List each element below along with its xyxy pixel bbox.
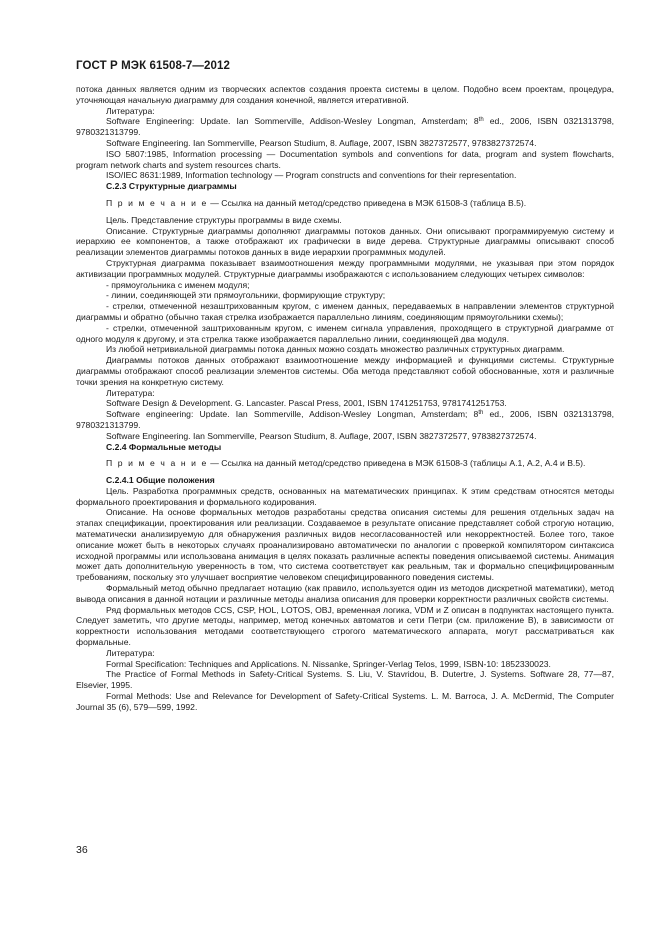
paragraph-p2: Цель. Представление структуры программы в виде схемы. xyxy=(106,214,342,225)
paragraph-lit2: Литература: xyxy=(106,387,155,398)
paragraph-p6: Диаграммы потоков данных отображают взаимоотношение между информацией и функциями системы. Структурные диаграммы отображают способ реализации элементов системы. Оба метода представляют собой обоснованные, хотя и различные точки зрения на конкретную систему. xyxy=(76,355,614,387)
paragraph-b3: - стрелки, отмеченной незаштрихованным кругом, с именем данных, передаваемых в направлении элементов структурной диаграммы и обратно (обычно такая стрелка изображается параллельно линиям, соединяющим прямоугольники схемы); xyxy=(76,301,614,322)
paragraph-p4: Структурная диаграмма показывает взаимоотношения между программными модулями, не указывая при этом порядок активизации программных модулей. Структурные диаграммы изображаются с использованием следующих четырех символов: xyxy=(76,257,614,279)
paragraph-ref10: Formal Methods: Use and Relevance for Development of Safety-Critical Systems. L. M. Barroca, J. A. McDermid, The Computer Journal 35 (6), 579—599, 1992. xyxy=(76,691,614,712)
paragraph-p7: Цель. Разработка программных средств, основанных на математических принципах. К этим средствам относятся методы формального проектирования и формального кодирования. xyxy=(76,485,614,507)
paragraph-p3: Описание. Структурные диаграммы дополняют диаграммы потоков данных. Они описывают программируемую систему и иерархию ее компонентов, а также отображают их графически в виде дерева. Структурные диаграммы описывают способ реализации элементов диаграммы потоков данных в виде иерархии программных модулей. xyxy=(76,225,614,258)
paragraph-ref9: The Practice of Formal Methods in Safety-Critical Systems. S. Liu, V. Stavridou, B. Dutertre, J. Systems. Software 28, 77—87, Elsevier, 1995. xyxy=(76,669,614,691)
paragraph-ref4: ISO/IEC 8631:1989, Information technology — Program constructs and conventions for their representation. xyxy=(106,170,517,181)
note-text: — Ссылка на данный метод/средство приведена в МЭК 61508-3 (таблицы А.1, А.2, А.4 и В.5). xyxy=(207,458,586,469)
paragraph-ref5: Software Design & Development. G. Lancaster. Pascal Press, 2001, ISBN 1741251753, 9781741251753. xyxy=(106,398,507,409)
paragraph-b2: - линии, соединяющей эти прямоугольники, формирующие структуру; xyxy=(106,290,386,301)
paragraph-p1: потока данных является одним из творческих аспектов создания проекта системы в целом. Подобно всем проектам, процедура, уточняющая начальную диаграмму для создания конечной, является итеративной. xyxy=(76,84,614,105)
paragraph-p5: Из любой нетривиальной диаграммы потока данных можно создать множество различных структурных диаграмм. xyxy=(106,344,565,355)
note-label: П р и м е ч а н и е xyxy=(106,458,208,469)
page-number: 36 xyxy=(76,844,88,856)
paragraph-p10: Ряд формальных методов CCS, CSP, HOL, LOTOS, OBJ, временная логика, VDM и Z описан в подпунктах настоящего пункта. Следует заметить, что другие методы, например, метод конечных автоматов и сети Петри (см. приложение В), в зависимости от корректности использования методами соответствующего строгого математического аппарата, могут рассматриваться как формальные. xyxy=(76,604,614,648)
document-body xyxy=(76,84,614,713)
paragraph-ref8: Formal Specification: Techniques and Applications. N. Nissanke, Springer-Verlag Telos, 1999, ISBN-10: 1852330023. xyxy=(106,658,551,669)
paragraph-ref6: Software engineering: Update. Ian Sommerville, Addison-Wesley Longman, Amsterdam; 8th ed., 2006, ISBN 0321313798, 9780321313799. xyxy=(76,409,614,430)
section-heading: С.2.4.1 Общие положения xyxy=(106,475,215,486)
paragraph-lit1: Литература: xyxy=(106,105,155,116)
paragraph-p9: Формальный метод обычно предлагает нотацию (как правило, используется один из методов дискретной математики), метод вывода описания в данной нотации и различные методы анализа описания для проверки корректности различных свойств системы. xyxy=(76,583,614,604)
note-paragraph xyxy=(76,458,614,469)
paragraph-b4: - стрелки, отмеченной заштрихованным кругом, с именем сигнала управления, проходящего в структурной диаграмме от одного модуля к другому, и эта стрелка также изображается параллельно линии, соединяющей два модуля. xyxy=(76,322,614,344)
note-text: — Ссылка на данный метод/средство приведена в МЭК 61508-3 (таблица В.5). xyxy=(207,197,527,208)
paragraph-ref3: ISO 5807:1985, Information processing — Documentation symbols and conventions for data, program and system flowcharts, program network charts and system resources charts. xyxy=(76,148,614,170)
paragraph-lit3: Литература: xyxy=(106,647,155,658)
paragraph-ref2: Software Engineering. Ian Sommerville, Pearson Studium, 8. Auflage, 2007, ISBN 3827372577, 9783827372574. xyxy=(106,137,537,148)
section-heading: С.2.3 Структурные диаграммы xyxy=(106,181,237,192)
paragraph-ref7: Software Engineering. Ian Sommerville, Pearson Studium, 8. Auflage, 2007, ISBN 3827372577, 9783827372574. xyxy=(106,430,537,441)
note-label: П р и м е ч а н и е xyxy=(106,197,208,208)
page-header: ГОСТ Р МЭК 61508-7—2012 xyxy=(76,60,230,72)
paragraph-b1: - прямоугольника с именем модуля; xyxy=(106,279,250,290)
paragraph-ref1: Software Engineering: Update. Ian Sommerville, Addison-Wesley Longman, Amsterdam; 8th ed., 2006, ISBN 0321313798, 9780321313799. xyxy=(76,116,614,138)
section-heading: С.2.4 Формальные методы xyxy=(106,441,222,452)
paragraph-p8: Описание. На основе формальных методов разработаны средства описания системы для решения отдельных задач на этапах спецификации, проектирования или реализации. Создаваемое в результате описание представляет собой строгую нотацию, математически анализируемую для обнаружения различных видов несогласованностей или некорректностей. Более того, такое описание может быть в некоторых случаях проанализировано автоматически по аналогии с проверкой компилятором синтаксиса исходной программы или использована анимация в целях показать различные аспекты поведения описываемой системы. Анимация может дать дополнительную уверенность в том, что система соответствует как реальным, так и формально специфицированным требованиям, поскольку это улучшает восприятие человеком специфицированного поведения системы. xyxy=(76,507,614,583)
note-paragraph xyxy=(76,198,614,209)
